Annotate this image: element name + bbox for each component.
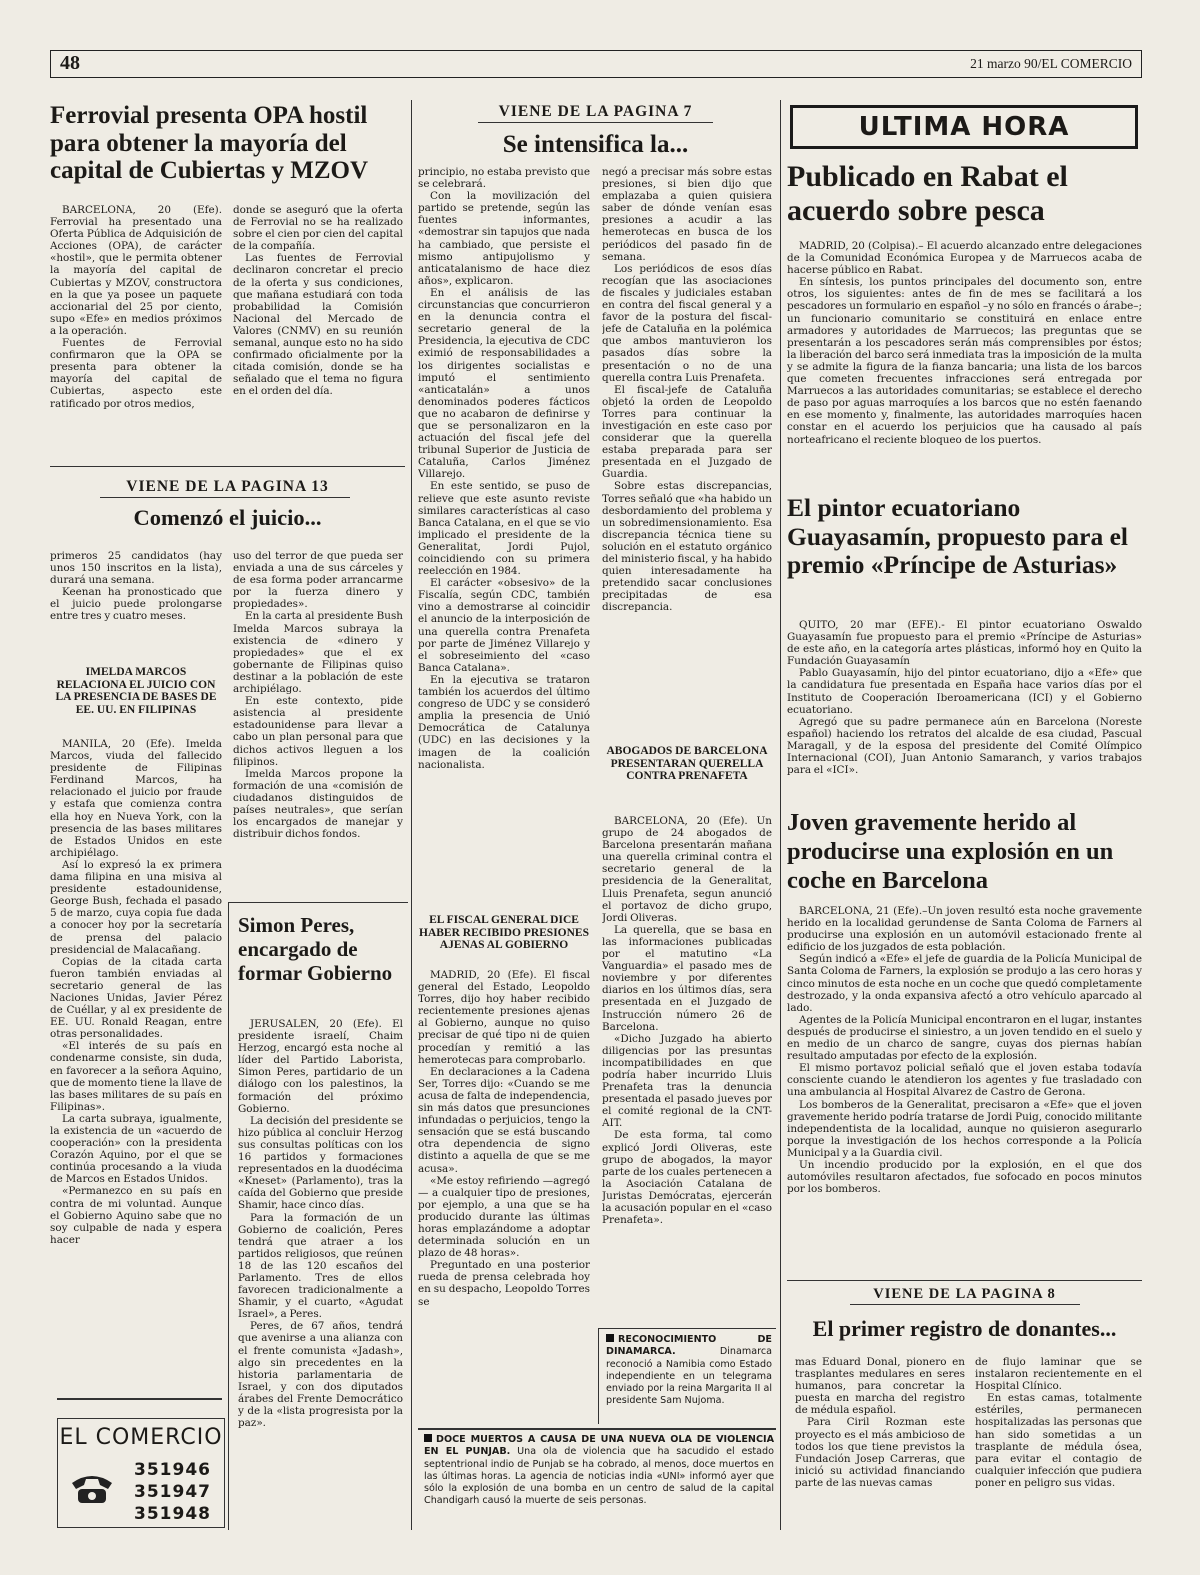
phone-number: 351946	[134, 1460, 211, 1480]
paragraph: MANILA, 20 (Efe). Imelda Marcos, viuda del fallecido presidente de Filipinas Ferdinand Marcos, ha relacionado el juicio por fraude y estafa que comienza contra ella hoy en Nueva York, con la presencia de las bases militares de Estados Unidos en este archipiélago.	[50, 738, 222, 859]
phone-number: 351947	[134, 1482, 211, 1502]
article-juicio-col1b	[50, 738, 222, 1378]
logo-divider	[57, 1398, 222, 1400]
paragraph: Peres, de 67 años, tendrá que avenirse a una alianza con el frente comunista «Jadash», algo sin precedentes en la historia parlamentaria de Israel, y con dos diputados árabes del Frente Democrático y de la «lista progresista por la paz».	[238, 1320, 403, 1430]
brief-dinamarca	[606, 1334, 772, 1424]
paragraph: QUITO, 20 mar (EFE).- El pintor ecuatoriano Oswaldo Guayasamín fue propuesto para el premio «Príncipe de Asturias» de este año, en la categoría artes plásticas, informó hoy en Quito la Fundación Guayasamín	[787, 619, 1142, 668]
paragraph: «El interés de su país en condenarme consiste, sin duda, en favorecer a la señora Aquino, que de momento tiene la llave de las bases militares de su país en Filipinas».	[50, 1040, 222, 1113]
page-number: 48	[60, 52, 80, 74]
paragraph: En estas camas, totalmente estériles, permanecen hospitalizadas las personas que han sido sometidas a un trasplante de médula ósea, para evitar el contagio de cualquier infección que pudiera poner en peligro sus vidas.	[975, 1392, 1142, 1489]
paragraph: mas Eduard Donal, pionero en trasplantes medulares en seres humanos, para concretar la puesta en marcha del registro de médula español.	[795, 1356, 965, 1417]
paragraph: En este sentido, se puso de relieve que este asunto reviste similares características al caso Banca Catalana, en el que se vio implicado el presidente de la Generalitat, Jordi Pujol, coincidiendo con su primera reelección en 1984.	[418, 480, 590, 578]
brief-title: DOCE MUERTOS A CAUSA DE UNA NUEVA OLA DE VIOLENCIA EN EL PUNJAB.	[424, 1434, 774, 1458]
paragraph: Agregó que su padre permanece aún en Barcelona (Noreste español) haciendo los retratos del alcalde de esa ciudad, Pascual Maragall, y de la esposa del presidente del Comité Olímpico Internacional (COI), Juan Antonio Samaranch, y varios trabajos para el «ICI».	[787, 715, 1142, 777]
paragraph: Un incendio producido por la explosión, en el que dos automóviles resultaron afectados, fue sofocado en pocos minutos por los bomberos.	[787, 1158, 1142, 1196]
section-divider	[50, 466, 405, 467]
brand-name: EL COMERCIO	[59, 1425, 223, 1450]
paragraph: En el análisis de las circunstancias que concurrieron en la denuncia contra el secretario general de la Presidencia, la ejecutiva de CDC eximió de responsabilidades a los dirigentes socialistas e imputó el sentimiento «anticatalán» a unos denominados poderes fácticos que no acabaron de definirse y que se personalizaron en la actuación del fiscal jefe del tribunal Superior de Justicia de Cataluña, Carlos Jiménez Villarejo.	[418, 286, 590, 481]
paragraph: El carácter «obsesivo» de la Fiscalía, según CDC, también vino a demostrarse al coincidir el anuncio de la interposición de una querella contra Prenafeta por parte de Jiménez Villarejo y el sobreseimiento del «caso Banca Catalana».	[418, 577, 590, 674]
paragraph: La carta subraya, igualmente, la existencia de un «acuerdo de cooperación» con la presidenta Corazón Aquino, por el que se continúa procesando a la viuda de Marcos en Estados Unidos.	[50, 1112, 222, 1186]
paragraph: El fiscal-jefe de Cataluña objetó la orden de Leopoldo Torres para continuar la investigación en este caso por considerar que la querella estaba preparada para ser presentada en el Juzgado de Guardia.	[602, 383, 772, 481]
kicker-viene-7: VIENE DE LA PAGINA 7	[498, 103, 693, 120]
paragraph: En la ejecutiva se trataron también los acuerdos del último congreso de UDC y se consideró amplia la presencia de Unió Democrática de Catalunya (UDC) en las decisiones y la imagen de la coalición nacionalista.	[418, 673, 590, 771]
kicker-underline	[850, 1304, 1080, 1305]
brief-title: RECONOCIMIENTO DE DINAMARCA.	[606, 1334, 772, 1358]
telephone-icon	[68, 1471, 116, 1507]
kicker-viene-13: VIENE DE LA PAGINA 13	[126, 478, 329, 495]
paragraph: El mismo portavoz policial señaló que el joven estaba todavía consciente cuando le atendieron los agentes y fue trasladado con una ambulancia al Hospital Alvarez de Castro de Gerona.	[787, 1062, 1142, 1099]
headline-peres: Simon Peres, encargado de formar Gobierno	[238, 913, 393, 985]
paragraph: Fuentes de Ferrovial confirmaron que la OPA se presenta para obtener la mayoría del capital de Cubiertas, aspecto este ratificado por otros medios,	[50, 337, 222, 410]
kicker-underline	[478, 122, 713, 123]
paragraph: Imelda Marcos propone la formación de una «comisión de ciudadanos distinguidos de países neutrales», que serían los encargados de manejar y distribuir dichos fondos.	[233, 767, 403, 841]
paragraph: BARCELONA, 20 (Efe). Ferrovial ha presentado una Oferta Pública de Adquisición de Acciones (OPA), de carácter «hostil», que le permita obtener la mayoría del capital de Cubiertas y MZOV, constructora en la que ya posee un paquete accionarial del 25 por ciento, supo «Efe» en medios próximos a la operación.	[50, 204, 222, 337]
paragraph: Keenan ha pronosticado que el juicio puede prolongarse entre tres y cuatro meses.	[50, 586, 222, 623]
headline-donantes: El primer registro de donantes...	[812, 1316, 1117, 1341]
paragraph: Para la formación de un Gobierno de coalición, Peres tendrá que atraer a los partidos religiosos, que reúnen 18 de las 120 escaños del Parlamento. Tres de ellos favorecen tradicionalmente a Shamir, y el cuarto, «Agudat Israel», a Peres.	[238, 1211, 403, 1321]
paragraph: «Dicho Juzgado ha abierto diligencias por las presuntas incompatibilidades en que podría haber incurrido Lluis Prenafeta tras la denuncia presentada el pasado jueves por el comité regional de la CNT-AIT.	[602, 1032, 772, 1130]
headline-rabat: Publicado en Rabat el acuerdo sobre pesca	[787, 160, 1068, 227]
paragraph: negó a precisar más sobre estas presiones, si bien dijo que emplazaba a quien quisiera saber de dónde venían esas presiones a acudir a las hemerotecas en busca de los periódicos del pasado fin de semana.	[602, 166, 772, 263]
section-divider	[787, 1280, 1142, 1281]
paragraph: Así lo expresó la ex primera dama filipina en una misiva al presidente estadounidense, George Bush, fechada el pasado 5 de marzo, cuya copia fue dada a conocer hoy por la secretaría de prensa del palacio presidencial de Malacañang.	[50, 858, 222, 956]
paragraph: En la carta al presidente Bush Imelda Marcos subraya la existencia de «dinero y propiedades» que el ex gobernante de Filipinas quiso destinar a la población de este archipiélago.	[233, 610, 403, 696]
paragraph: La querella, que se basa en las informaciones publicadas por el matutino «La Vanguardia» el pasado mes de noviembre y por diferentes diarios en los últimos días, sera presentada en el Juzgado de Instrucción número 26 de Barcelona.	[602, 923, 772, 1033]
paragraph: donde se aseguró que la oferta de Ferrovial no se ha realizado sobre el cien por cien del capital de la compañía.	[233, 204, 403, 253]
subhead-fiscal: EL FISCAL GENERAL DICE HABER RECIBIDO PRESIONES AJENAS AL GOBIERNO	[419, 914, 589, 951]
article-explosion	[787, 905, 1142, 1278]
headline-guayasamin: El pintor ecuatoriano Guayasamín, propuesto para el premio «Príncipe de Asturias»	[787, 493, 1128, 579]
paragraph: «Permanezco en su país en contra de mi voluntad. Aunque el Gobierno Aquino sabe que no soy culpable de nada y espera hacer	[50, 1185, 222, 1246]
paragraph: Pablo Guayasamín, hijo del pintor ecuatoriano, dijo a «Efe» que la candidatura fue presentada en España hace varios días por el Instituto de Cooperación Iberoamericana (ICI) y el Gobierno ecuatoriano.	[787, 667, 1142, 716]
issue-date: 21 marzo 90/EL COMERCIO	[970, 56, 1132, 71]
column-rule	[411, 100, 412, 1530]
article-guayasamin	[787, 619, 1142, 795]
subhead-imelda: IMELDA MARCOS RELACIONA EL JUICIO CON LA PRESENCIA DE BASES DE EE. UU. EN FILIPINAS	[55, 666, 217, 716]
paragraph: principio, no estaba previsto que se celebrará.	[418, 166, 590, 191]
brief-body: Una ola de violencia que ha sacudido el estado septentrional indio de Punjab se ha cobrado, al menos, doce muertos en las últimas horas. La agencia de noticias india «UNI» informó ayer que sólo la explosión de una bomba en un centro de salud de la capital Chandigarh causó la muerte de seis personas.	[424, 1446, 774, 1507]
paragraph: Preguntado en una posterior rueda de prensa celebrada hoy en su despacho, Leopoldo Torres se	[418, 1259, 590, 1308]
paragraph: JERUSALEN, 20 (Efe). El presidente israelí, Chaim Herzog, encargó esta noche al líder del Partido Laborista, Simon Peres, partidario de un diálogo con los palestinos, la formación del próximo Gobierno.	[238, 1018, 403, 1115]
paragraph: Las fuentes de Ferrovial declinaron concretar el precio de la oferta y sus condiciones, que mañana estudiará con toda probabilidad la Comisión Nacional del Mercado de Valores (CNMV) en su reunión semanal, aunque esto no ha sido confirmado oficialmente por la citada comisión, donde se ha señalado que el tema no figura en el orden del día.	[233, 252, 403, 398]
paragraph: de flujo laminar que se instalaron recientemente en el Hospital Clínico.	[975, 1356, 1142, 1393]
article-donantes-col1	[795, 1356, 965, 1528]
headline-explosion: Joven gravemente herido al producirse una explosión en un coche en Barcelona	[787, 809, 1114, 894]
phone-number: 351948	[134, 1504, 211, 1524]
article-juicio-col2	[233, 550, 403, 892]
subhead-abogados: ABOGADOS DE BARCELONA PRESENTARAN QUERELLA CONTRA PRENAFETA	[606, 745, 768, 782]
column-rule	[780, 100, 781, 1530]
paragraph: Según indicó a «Efe» el jefe de guardia de la Policía Municipal de Santa Coloma de Farners, la explosión se produjo a las cero horas y cinco minutos de esta noche en un coche que quedó completamente destrozado, y la onda expansiva afectó a otro vehículo aparcado al lado.	[787, 953, 1142, 1014]
paragraph: Los periódicos de esos días recogían que las asociaciones de fiscales y judiciales estaban en contra del fiscal general y a favor de la postura del fiscal-jefe de Cataluña en la polémica que ambos mantuvieron los pasados días sobre la presentación o no de una querella contra Luis Prenafeta.	[602, 262, 772, 384]
brief-divider	[418, 1428, 776, 1430]
paragraph: La decisión del presidente se hizo pública al concluir Herzog sus consultas políticas con los 16 partidos y formaciones representados en la duodécima «Kneset» (Parlamento), tras la caída del Gobierno que preside Shamir, hace cinco días.	[238, 1114, 403, 1212]
paragraph: BARCELONA, 20 (Efe). Un grupo de 24 abogados de Barcelona presentarán mañana una querella criminal contra el secretario general de la presidencia de la Generalitat, Lluis Prenafeta, segun anunció el portavoz de dicho grupo, Jordi Oliveras.	[602, 815, 772, 924]
brief-body: Dinamarca reconoció a Namibia como Estado independiente en un telegrama enviado por la reina Margarita II al presidente Sam Nujoma.	[606, 1346, 772, 1407]
paragraph: De esta forma, tal como explicó Jordi Oliveras, este grupo de abogados, la mayor parte de los cuales pertenecen a la Asociación Catalana de Juristas Demócratas, ejercerán la acusación popular en el «caso Prenafeta».	[602, 1129, 772, 1227]
el-comercio-logo-box	[57, 1418, 225, 1528]
article-intensifica-col1	[418, 166, 590, 911]
article-ferrovial-col1	[50, 204, 222, 456]
article-juicio-col1	[50, 550, 222, 662]
headline-intensifica: Se intensifica la...	[502, 131, 689, 158]
bullet-square-icon	[424, 1434, 432, 1442]
paragraph: Con la movilización del partido se pretende, según las fuentes informantes, «demostrar sin tapujos que nada ha cambiado, que persiste el mismo antipujolismo y anticatalanismo de hace diez años», explicaron.	[418, 190, 590, 287]
headline-juicio: Comenzó el juicio...	[133, 505, 322, 530]
paragraph: uso del terror de que pueda ser enviada a una de sus cárceles y de esa forma poder arrancarme por la fuerza dinero y propiedades».	[233, 550, 403, 611]
kicker-underline	[100, 497, 350, 498]
paragraph: Para Ciril Rozman este proyecto es el más ambicioso de todos los que tiene previstos la Fundación Josep Carreras, que inició su actividad financiando parte de las nuevas camas	[795, 1416, 965, 1489]
brief-punjab	[424, 1434, 774, 1528]
bullet-square-icon	[606, 1334, 614, 1342]
article-intensifica-col1b	[418, 969, 590, 1419]
article-intensifica-col2	[602, 166, 772, 738]
paragraph: En declaraciones a la Cadena Ser, Torres dijo: «Cuando se me acusa de falta de independencia, sin más datos que presunciones infundadas o perjuicios, tengo la sensación que se está buscando otra dependencia de signo distinto a aquella de que se me acusa».	[418, 1065, 590, 1175]
article-ferrovial-col2	[233, 204, 403, 456]
article-intensifica-col2b	[602, 815, 772, 1320]
paragraph: Agentes de la Policía Municipal encontraron en el lugar, instantes después de producirse el siniestro, a un joven tendido en el suelo y en medio de un charco de sangre, cuyas dos piernas habían resultado amputadas por efecto de la explosión.	[787, 1013, 1142, 1063]
paragraph: primeros 25 candidatos (hay unos 150 inscritos en la lista), durará una semana.	[50, 550, 222, 587]
paragraph: «Me estoy refiriendo —agregó— a cualquier tipo de presiones, por ejemplo, a una que se ha producido durante las últimas horas emplazándome a adoptar determinada solución en un plazo de 48 horas».	[418, 1174, 590, 1260]
paragraph: MADRID, 20 (Efe). El fiscal general del Estado, Leopoldo Torres, dijo hoy haber recibido recientemente presiones ajenas al Gobierno, aunque no quiso precisar de qué tipo ni de quien procedían y remitió a las hemerotecas para comprobarlo.	[418, 969, 590, 1066]
article-peres	[238, 1018, 403, 1530]
paragraph: Los bomberos de la Generalitat, precisaron a «Efe» que el joven gravemente herido podría tratarse de Jordi Puig, conocido militante independentista de la localidad, aunque no quisieron asegurarlo porque la investigación de los hechos corresponde a la Policía Municipal y a la Guardia civil.	[787, 1098, 1142, 1159]
kicker-viene-8: VIENE DE LA PAGINA 8	[873, 1286, 1056, 1302]
paragraph: En este contexto, pide asistencia al presidente estadounidense para llevar a cabo un plan personal para que dichos activos lleguen a los filipinos.	[233, 695, 403, 768]
phone-numbers	[134, 1459, 211, 1525]
headline-ferrovial: Ferrovial presenta OPA hostil para obtener la mayoría del capital de Cubiertas y MZOV	[50, 102, 369, 184]
paragraph: BARCELONA, 21 (Efe).–Un joven resultó esta noche gravemente herido en la localidad gerundense de Santa Coloma de Farners al producirse una explosión en un automóvil estacionado frente al edificio de los juzgados de esta población.	[787, 905, 1142, 954]
paragraph: MADRID, 20 (Colpisa).– El acuerdo alcanzado entre delegaciones de la Comunidad Económica Europea y de Marruecos acaba de hacerse público en Rabat.	[787, 240, 1142, 277]
paragraph: En síntesis, los puntos principales del documento son, entre otros, los siguientes: antes de fin de mes se facilitará a los pescadores un formulario en español –y no sólo en francés o árabe–; un funcionario comunitario se constituirá en enlace entre armadores y autoridades de Marruecos; las preguntas que se presentarán a los pescadores serán más comprensibles por éstos; la liberación del barco será inmediata tras la imposición de la multa y se admite la figura de la fianza bancaria; una lista de los barcos que cometen frecuentes infracciones será entregada por Marruecos a las autoridades comunitarias; se establece el derecho de paso por aguas marroquíes a los barcos que no estén faenando en ese momento y, finalmente, las autoridades marroquíes hacen constar en el acuerdo los perjuicios que ha causado al país norteafricano el reciente bloqueo de los puertos.	[787, 276, 1142, 446]
paragraph: Copias de la citada carta fueron también enviadas al secretario general de las Naciones Unidas, Javier Pérez de Cuéllar, y al ex presidente de EE. UU. Ronald Reagan, entre otras personalidades.	[50, 955, 222, 1041]
article-rabat	[787, 240, 1142, 480]
article-donantes-col2	[975, 1356, 1142, 1528]
ultima-hora-banner: ULTIMA HORA	[790, 105, 1138, 149]
paragraph: Sobre estas discrepancias, Torres señaló que «ha habido un desbordamiento del problema y un sobredimensionamiento. Esa discrepancia técnica tiene su solución en el estatuto orgánico del ministerio fiscal, y ha habido quien interesadamente ha pretendido sacar conclusiones precipitadas de esa discrepancia.	[602, 480, 772, 614]
